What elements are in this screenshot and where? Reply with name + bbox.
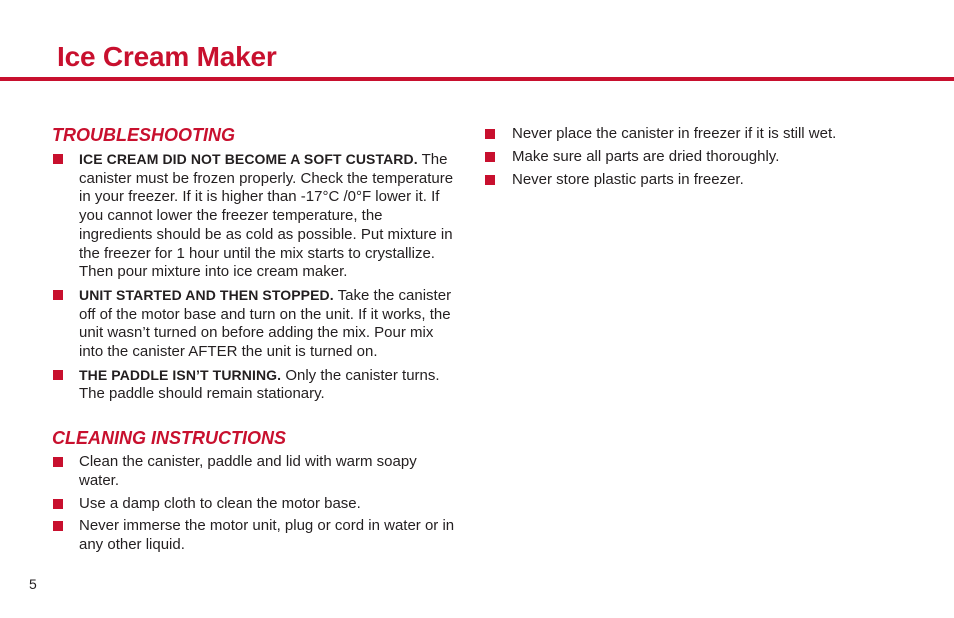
item-text: Clean the canister, paddle and lid with warm soapy water. — [79, 453, 417, 489]
list-item — [52, 517, 457, 554]
item-lead: THE PADDLE ISN’T TURNING. — [79, 366, 282, 383]
cleaning-list-left — [52, 453, 457, 555]
list-item — [484, 148, 924, 167]
page-title: Ice Cream Maker — [57, 41, 277, 72]
square-bullet-icon — [53, 154, 63, 164]
item-text: Never place the canister in freezer if it is still wet. — [512, 125, 837, 142]
list-item — [52, 366, 457, 404]
square-bullet-icon — [485, 129, 495, 139]
item-text: Only the canister turns. The paddle should remain stationary. — [79, 366, 440, 403]
square-bullet-icon — [485, 175, 495, 185]
header-rule — [0, 77, 954, 81]
list-item — [52, 150, 457, 282]
item-text: Never store plastic parts in freezer. — [512, 171, 744, 189]
item-lead: ICE CREAM DID NOT BECOME A SOFT CUSTARD. — [79, 151, 418, 167]
cleaning-heading: CLEANING INSTRUCTIONS — [52, 428, 286, 449]
list-item — [484, 125, 924, 144]
cleaning-list-right — [484, 125, 924, 190]
troubleshooting-heading: TROUBLESHOOTING — [52, 125, 235, 145]
list-item — [52, 453, 457, 490]
square-bullet-icon — [53, 370, 63, 380]
square-bullet-icon — [53, 290, 63, 300]
item-text: Use a damp cloth to clean the motor base. — [79, 494, 361, 512]
square-bullet-icon — [53, 499, 63, 509]
square-bullet-icon — [485, 152, 495, 162]
list-item — [52, 495, 457, 514]
item-lead: UNIT STARTED AND THEN STOPPED. — [79, 286, 334, 303]
item-text: Make sure all parts are dried thoroughly. — [512, 148, 780, 166]
troubleshooting-list — [52, 150, 457, 404]
right-column — [484, 125, 924, 195]
item-text: The canister must be frozen properly. Check the temperature in your freezer. If it is higher than -17°C /0°F lower it. If you cannot lower the freezer temperature, the ingredients should be as cold as possible. Put mixture in the freezer for 1 hour until the mix starts to crystallize. Then pour mixture into ice cream maker. — [79, 151, 454, 281]
item-text: Never immerse the motor unit, plug or cord in water or in any other liquid. — [79, 517, 455, 553]
list-item — [52, 286, 457, 362]
square-bullet-icon — [53, 521, 63, 531]
square-bullet-icon — [53, 457, 63, 467]
page-number: 5 — [29, 576, 37, 592]
list-item — [484, 171, 924, 190]
left-column — [52, 124, 457, 559]
item-text: Take the canister off of the motor base and turn on the unit. If it works, the unit wasn’t turned on before adding the mix. Pour mix into the canister AFTER the unit is turned on. — [79, 286, 452, 361]
